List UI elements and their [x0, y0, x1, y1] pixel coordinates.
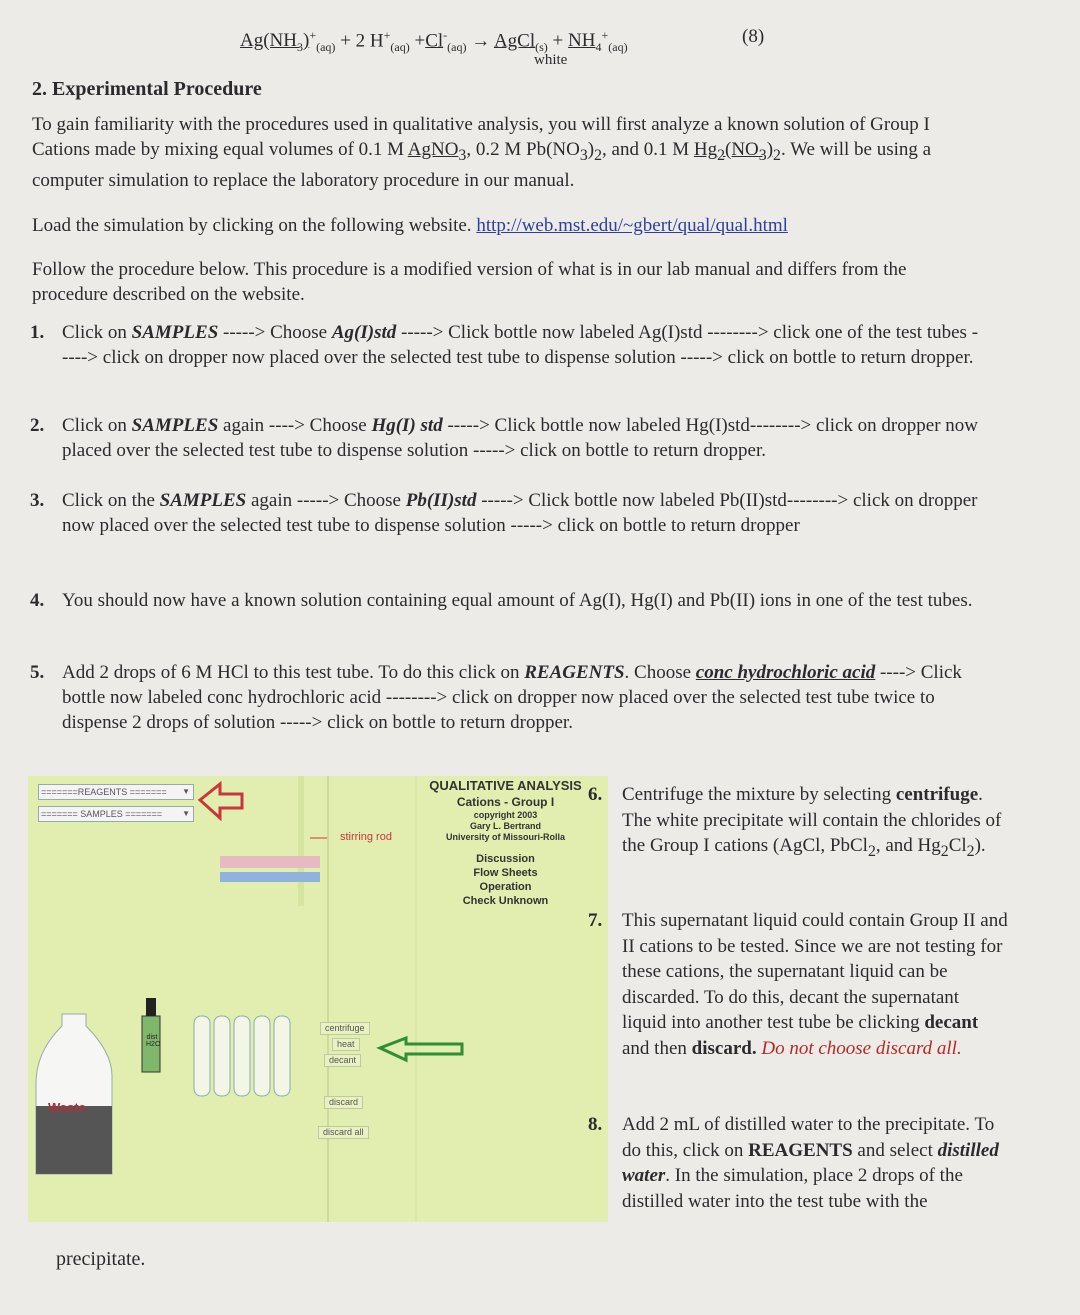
- red-arrow-icon: [200, 784, 242, 818]
- green-arrow-icon: [380, 1038, 462, 1060]
- sim-menu: [433, 852, 578, 908]
- step-2: 2. Click on SAMPLES again ----> Choose Hg(I) std -----> Click bottle now labeled Hg(I)std--------> click on dropper now placed over the selected test tube to dispense solution -----> click on bottle to return dropper.: [30, 415, 978, 461]
- samples-select[interactable]: ======= SAMPLES ======= ▼: [38, 806, 194, 822]
- decant-button[interactable]: decant: [324, 1054, 361, 1067]
- discard-all-button[interactable]: discard all: [318, 1126, 369, 1139]
- sim-title: QUALITATIVE ANALYSIS Cations - Group I copyright 2003 Gary L. Bertrand University of Missouri-Rolla: [429, 778, 582, 842]
- intro-paragraph: To gain familiarity with the procedures used in qualitative analysis, you will first analyze a known solution of Group I Cations made by mixing equal volumes of 0.1 M AgNO$_3$, 0.2 M $Pb(NO_3)_2$, and 0.1 M $Hg_2(NO_3)_2$. We will be using a computer simulation to replace the laboratory procedure in our manual.: [32, 114, 932, 191]
- footer-text: precipitate.: [56, 1248, 146, 1270]
- flow-sheets-link[interactable]: Flow Sheets: [473, 867, 538, 879]
- simulation-screenshot: [28, 776, 608, 1222]
- stirring-rod-label: stirring rod: [340, 831, 392, 843]
- pink-bar: [220, 856, 320, 868]
- heat-button[interactable]: heat: [332, 1038, 360, 1051]
- discussion-link[interactable]: Discussion: [476, 853, 535, 865]
- step-6: 6. Centrifuge the mixture by selecting centrifuge. The white precipitate will contain the chlorides of the Group I cations (AgCl, PbCl$_2$, and $Hg_2Cl_2$).: [588, 784, 1002, 860]
- simulation-link[interactable]: http://web.mst.edu/~gbert/qual/qual.html: [476, 215, 788, 236]
- white-label: white: [534, 52, 568, 68]
- reagents-select[interactable]: =======REAGENTS ======= ▼: [38, 784, 194, 800]
- chemical-equation: $Ag(NH_3)^+_{(aq)} + 2$ $H^+_{(aq)} +Cl^-_{(aq)}$ → AgCl$_{(s)}$ + $NH_4^+_{(aq)}$: [240, 28, 628, 55]
- step-8: 8. Add 2 mL of distilled water to the precipitate. To do this, click on REAGENTS and select distilled water. In the simulation, place 2 drops of the distilled water into the test tube with the: [588, 1114, 999, 1212]
- test-tube-rack: [194, 1016, 290, 1096]
- blue-bar: [220, 872, 320, 882]
- step-3: 3. Click on the SAMPLES again -----> Choose Pb(II)std -----> Click bottle now labeled Pb(II)std--------> click on dropper now placed over the selected test tube to dispense solution -----> click on bottle to return dropper: [30, 490, 978, 536]
- discard-button[interactable]: discard: [324, 1096, 363, 1109]
- centrifuge-button[interactable]: centrifuge: [320, 1022, 370, 1035]
- step-4: 4. You should now have a known solution containing equal amount of Ag(I), Hg(I) and Pb(II) ions in one of the test tubes.: [30, 590, 973, 611]
- eq-reactant1: $Ag(NH_3)$: [240, 30, 310, 55]
- check-unknown-link[interactable]: Check Unknown: [462, 895, 549, 907]
- waste-label: Waste: [48, 1100, 86, 1115]
- water-bottle-label: dist H2O: [146, 1034, 161, 1048]
- step-5: 5. Add 2 drops of 6 M HCl to this test tube. To do this click on REAGENTS. Choose conc hydrochloric acid ----> Click bottle now labeled conc hydrochloric acid --------> click on dropper now placed over the selected test tube twice to dispense 2 drops of solution -----> click on bottle to return dropper.: [30, 662, 962, 733]
- equation-number: (8): [742, 26, 765, 47]
- load-simulation-paragraph: Load the simulation by clicking on the following website. http://web.mst.edu/~gbert/qual/qual.html: [32, 215, 788, 236]
- operation-link[interactable]: Operation: [479, 881, 532, 893]
- step-1: 1. Click on SAMPLES -----> Choose Ag(I)std -----> Click bottle now labeled Ag(I)std --------> click one of the test tubes -----> click on dropper now placed over the selected test tube to dispense solution -----> click on bottle to return dropper.: [30, 322, 979, 368]
- section-title: 2. Experimental Procedure: [32, 78, 262, 100]
- step-7: 7. This supernatant liquid could contain Group II and II cations to be tested. Since we are not testing for these cations, the supernatant liquid can be discarded. To do this, decant the supernatant liquid into another test tube be clicking decant and then discard. Do not choose discard all.: [588, 910, 1008, 1059]
- follow-procedure-paragraph: Follow the procedure below. This procedure is a modified version of what is in our lab manual and differs from the procedure described on the website.: [32, 259, 907, 305]
